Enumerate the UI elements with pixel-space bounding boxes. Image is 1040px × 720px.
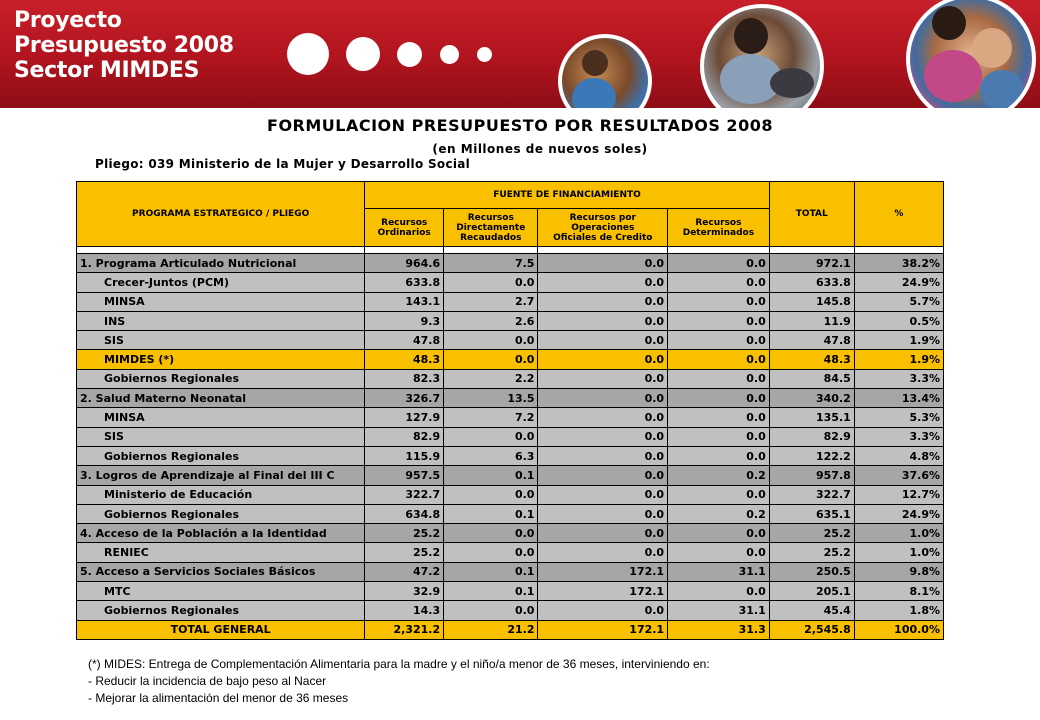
- footnote: [88, 656, 710, 707]
- cell-pct: 24.9%: [854, 504, 943, 523]
- row-label: RENIEC: [77, 543, 365, 562]
- cell-roc: 172.1: [538, 582, 668, 601]
- cell-total: 972.1: [769, 254, 854, 273]
- sub-row: [77, 543, 944, 562]
- cell-rdr: 2.2: [444, 369, 538, 388]
- cell-rdr: 0.0: [444, 601, 538, 620]
- cell-ro: 115.9: [365, 446, 444, 465]
- decorative-dot: [287, 33, 329, 75]
- footnote-line: (*) MIDES: Entrega de Complementación Alimentaria para la madre y el niño/a menor de 36 meses, interviniendo en:: [88, 657, 710, 671]
- cell-rd: 0.0: [668, 369, 770, 388]
- row-label: SIS: [77, 427, 365, 446]
- cell-rdr: 0.0: [444, 350, 538, 369]
- cell-total: 45.4: [769, 601, 854, 620]
- sub-row: [77, 369, 944, 388]
- cell-ro: 25.2: [365, 524, 444, 543]
- cell-total: 25.2: [769, 543, 854, 562]
- cell-rd: 31.3: [668, 620, 770, 639]
- row-label: Gobiernos Regionales: [77, 601, 365, 620]
- cell-rdr: 0.1: [444, 466, 538, 485]
- header-recursos-operaciones-credito: [538, 209, 668, 247]
- cell-rd: 0.0: [668, 292, 770, 311]
- cell-roc: 0.0: [538, 369, 668, 388]
- cell-total: 11.9: [769, 311, 854, 330]
- cell-rdr: 7.5: [444, 254, 538, 273]
- program-row: [77, 562, 944, 581]
- program-row: [77, 389, 944, 408]
- sub-row: [77, 485, 944, 504]
- cell-total: 322.7: [769, 485, 854, 504]
- cell-roc: 0.0: [538, 485, 668, 504]
- program-row: [77, 466, 944, 485]
- header-line: Recursos: [695, 217, 742, 228]
- cell-total: 47.8: [769, 331, 854, 350]
- row-label: 5. Acceso a Servicios Sociales Básicos: [77, 562, 365, 581]
- row-label: TOTAL GENERAL: [77, 620, 365, 639]
- cell-rdr: 0.1: [444, 504, 538, 523]
- cell-roc: 0.0: [538, 524, 668, 543]
- banner-title-line: Proyecto: [14, 8, 122, 33]
- cell-rd: 31.1: [668, 562, 770, 581]
- cell-ro: 82.9: [365, 427, 444, 446]
- cell-pct: 1.0%: [854, 524, 943, 543]
- cell-total: 145.8: [769, 292, 854, 311]
- decorative-dot: [397, 42, 422, 67]
- cell-rdr: 0.0: [444, 273, 538, 292]
- header-total: TOTAL: [769, 182, 854, 247]
- cell-rdr: 0.1: [444, 562, 538, 581]
- row-label: Gobiernos Regionales: [77, 446, 365, 465]
- cell-ro: 322.7: [365, 485, 444, 504]
- cell-ro: 32.9: [365, 582, 444, 601]
- photo-woman-sewing: [700, 4, 824, 108]
- cell-ro: 47.8: [365, 331, 444, 350]
- cell-rd: 31.1: [668, 601, 770, 620]
- cell-pct: 3.3%: [854, 427, 943, 446]
- footnote-line: - Reducir la incidencia de bajo peso al Nacer: [88, 674, 327, 688]
- row-label: 1. Programa Articulado Nutricional: [77, 254, 365, 273]
- cell-rdr: 21.2: [444, 620, 538, 639]
- cell-rdr: 0.0: [444, 524, 538, 543]
- sub-row: [77, 331, 944, 350]
- cell-ro: 633.8: [365, 273, 444, 292]
- cell-rd: 0.0: [668, 389, 770, 408]
- row-label: SIS: [77, 331, 365, 350]
- cell-ro: 25.2: [365, 543, 444, 562]
- cell-rdr: 0.0: [444, 331, 538, 350]
- row-label: Crecer-Juntos (PCM): [77, 273, 365, 292]
- row-label: 2. Salud Materno Neonatal: [77, 389, 365, 408]
- cell-total: 84.5: [769, 369, 854, 388]
- total-row: [77, 620, 944, 639]
- cell-pct: 13.4%: [854, 389, 943, 408]
- cell-pct: 5.3%: [854, 408, 943, 427]
- cell-total: 340.2: [769, 389, 854, 408]
- decorative-dot: [440, 45, 459, 64]
- cell-pct: 9.8%: [854, 562, 943, 581]
- cell-ro: 9.3: [365, 311, 444, 330]
- cell-ro: 82.3: [365, 369, 444, 388]
- cell-total: 635.1: [769, 504, 854, 523]
- cell-roc: 0.0: [538, 504, 668, 523]
- cell-ro: 47.2: [365, 562, 444, 581]
- header-programa: PROGRAMA ESTRATEGICO / PLIEGO: [77, 182, 365, 247]
- footnote-line: - Mejorar la alimentación del menor de 36 meses: [88, 691, 349, 705]
- sub-row: [77, 311, 944, 330]
- banner-title-line: Presupuesto 2008: [14, 33, 234, 58]
- cell-pct: 1.8%: [854, 601, 943, 620]
- cell-pct: 1.0%: [854, 543, 943, 562]
- banner-title-line: Sector MIMDES: [14, 58, 200, 83]
- cell-total: 250.5: [769, 562, 854, 581]
- cell-pct: 24.9%: [854, 273, 943, 292]
- row-label: Gobiernos Regionales: [77, 504, 365, 523]
- photo-mother-feeding-child: [906, 0, 1036, 108]
- cell-ro: 2,321.2: [365, 620, 444, 639]
- cell-total: 122.2: [769, 446, 854, 465]
- cell-ro: 143.1: [365, 292, 444, 311]
- sub-row: [77, 601, 944, 620]
- program-row: [77, 254, 944, 273]
- header-recursos-determinados: [668, 209, 770, 247]
- cell-rdr: 0.0: [444, 427, 538, 446]
- cell-ro: 957.5: [365, 466, 444, 485]
- cell-rd: 0.0: [668, 408, 770, 427]
- header-recursos-ordinarios: [365, 209, 444, 247]
- highlighted-row: [77, 350, 944, 369]
- cell-pct: 38.2%: [854, 254, 943, 273]
- header-line: Recursos: [381, 217, 428, 228]
- cell-total: 135.1: [769, 408, 854, 427]
- cell-pct: 0.5%: [854, 311, 943, 330]
- budget-table: [76, 181, 944, 640]
- photo-women-working: [558, 34, 652, 108]
- cell-rdr: 0.0: [444, 485, 538, 504]
- cell-rdr: 0.0: [444, 543, 538, 562]
- row-label: MINSA: [77, 292, 365, 311]
- cell-rdr: 0.1: [444, 582, 538, 601]
- header-percent: %: [854, 182, 943, 247]
- cell-rd: 0.2: [668, 466, 770, 485]
- header-banner: [0, 0, 1040, 108]
- cell-pct: 3.3%: [854, 369, 943, 388]
- budget-table-body: [77, 254, 944, 640]
- cell-ro: 634.8: [365, 504, 444, 523]
- header-line: Recursos por: [569, 212, 636, 223]
- row-label: MIMDES (*): [77, 350, 365, 369]
- sub-row: [77, 446, 944, 465]
- cell-roc: 0.0: [538, 466, 668, 485]
- program-row: [77, 524, 944, 543]
- cell-rd: 0.0: [668, 543, 770, 562]
- cell-total: 25.2: [769, 524, 854, 543]
- cell-rd: 0.0: [668, 485, 770, 504]
- cell-rdr: 6.3: [444, 446, 538, 465]
- cell-pct: 4.8%: [854, 446, 943, 465]
- sub-row: [77, 273, 944, 292]
- header-line: Recaudados: [460, 232, 522, 243]
- cell-rd: 0.0: [668, 427, 770, 446]
- cell-roc: 0.0: [538, 427, 668, 446]
- header-line: Operaciones: [571, 222, 635, 233]
- cell-total: 633.8: [769, 273, 854, 292]
- cell-pct: 1.9%: [854, 350, 943, 369]
- cell-rdr: 2.7: [444, 292, 538, 311]
- decorative-dot: [346, 37, 380, 71]
- sub-row: [77, 292, 944, 311]
- header-line: Determinados: [682, 227, 755, 238]
- table-spacer-row: [77, 247, 944, 254]
- cell-roc: 0.0: [538, 543, 668, 562]
- sub-row: [77, 582, 944, 601]
- cell-total: 2,545.8: [769, 620, 854, 639]
- row-label: MTC: [77, 582, 365, 601]
- cell-rdr: 13.5: [444, 389, 538, 408]
- sub-row: [77, 504, 944, 523]
- banner-title: [14, 8, 234, 83]
- cell-roc: 0.0: [538, 601, 668, 620]
- header-line: Directamente: [456, 222, 526, 233]
- cell-roc: 0.0: [538, 350, 668, 369]
- cell-pct: 1.9%: [854, 331, 943, 350]
- cell-roc: 0.0: [538, 311, 668, 330]
- cell-pct: 5.7%: [854, 292, 943, 311]
- cell-rd: 0.0: [668, 350, 770, 369]
- cell-roc: 0.0: [538, 408, 668, 427]
- row-label: 3. Logros de Aprendizaje al Final del III C: [77, 466, 365, 485]
- cell-total: 82.9: [769, 427, 854, 446]
- document-title: FORMULACION PRESUPUESTO POR RESULTADOS 2008: [267, 116, 773, 135]
- row-label: MINSA: [77, 408, 365, 427]
- cell-ro: 964.6: [365, 254, 444, 273]
- cell-total: 205.1: [769, 582, 854, 601]
- cell-roc: 0.0: [538, 446, 668, 465]
- cell-rd: 0.0: [668, 311, 770, 330]
- decorative-dot: [477, 47, 492, 62]
- cell-pct: 12.7%: [854, 485, 943, 504]
- row-label: 4. Acceso de la Población a la Identidad: [77, 524, 365, 543]
- header-recursos-directamente-recaudados: [444, 209, 538, 247]
- header-line: Recursos: [467, 212, 514, 223]
- header-fuente-financiamiento: FUENTE DE FINANCIAMIENTO: [365, 182, 769, 209]
- cell-rd: 0.0: [668, 582, 770, 601]
- cell-rd: 0.0: [668, 254, 770, 273]
- cell-rdr: 7.2: [444, 408, 538, 427]
- cell-ro: 48.3: [365, 350, 444, 369]
- cell-roc: 0.0: [538, 292, 668, 311]
- cell-pct: 8.1%: [854, 582, 943, 601]
- sub-row: [77, 408, 944, 427]
- cell-total: 957.8: [769, 466, 854, 485]
- cell-roc: 0.0: [538, 254, 668, 273]
- cell-roc: 0.0: [538, 273, 668, 292]
- cell-total: 48.3: [769, 350, 854, 369]
- header-line: Ordinarios: [377, 227, 431, 238]
- cell-rd: 0.2: [668, 504, 770, 523]
- cell-rdr: 2.6: [444, 311, 538, 330]
- row-label: Gobiernos Regionales: [77, 369, 365, 388]
- cell-pct: 100.0%: [854, 620, 943, 639]
- cell-ro: 14.3: [365, 601, 444, 620]
- cell-roc: 172.1: [538, 620, 668, 639]
- cell-ro: 326.7: [365, 389, 444, 408]
- cell-rd: 0.0: [668, 273, 770, 292]
- sub-row: [77, 427, 944, 446]
- cell-roc: 0.0: [538, 331, 668, 350]
- header-line: Oficiales de Credito: [553, 232, 653, 243]
- pliego-label: Pliego: 039 Ministerio de la Mujer y Desarrollo Social: [95, 157, 471, 171]
- document-subtitle: (en Millones de nuevos soles): [432, 142, 648, 156]
- row-label: INS: [77, 311, 365, 330]
- cell-roc: 172.1: [538, 562, 668, 581]
- row-label: Ministerio de Educación: [77, 485, 365, 504]
- cell-rd: 0.0: [668, 524, 770, 543]
- cell-rd: 0.0: [668, 446, 770, 465]
- cell-ro: 127.9: [365, 408, 444, 427]
- cell-pct: 37.6%: [854, 466, 943, 485]
- cell-rd: 0.0: [668, 331, 770, 350]
- cell-roc: 0.0: [538, 389, 668, 408]
